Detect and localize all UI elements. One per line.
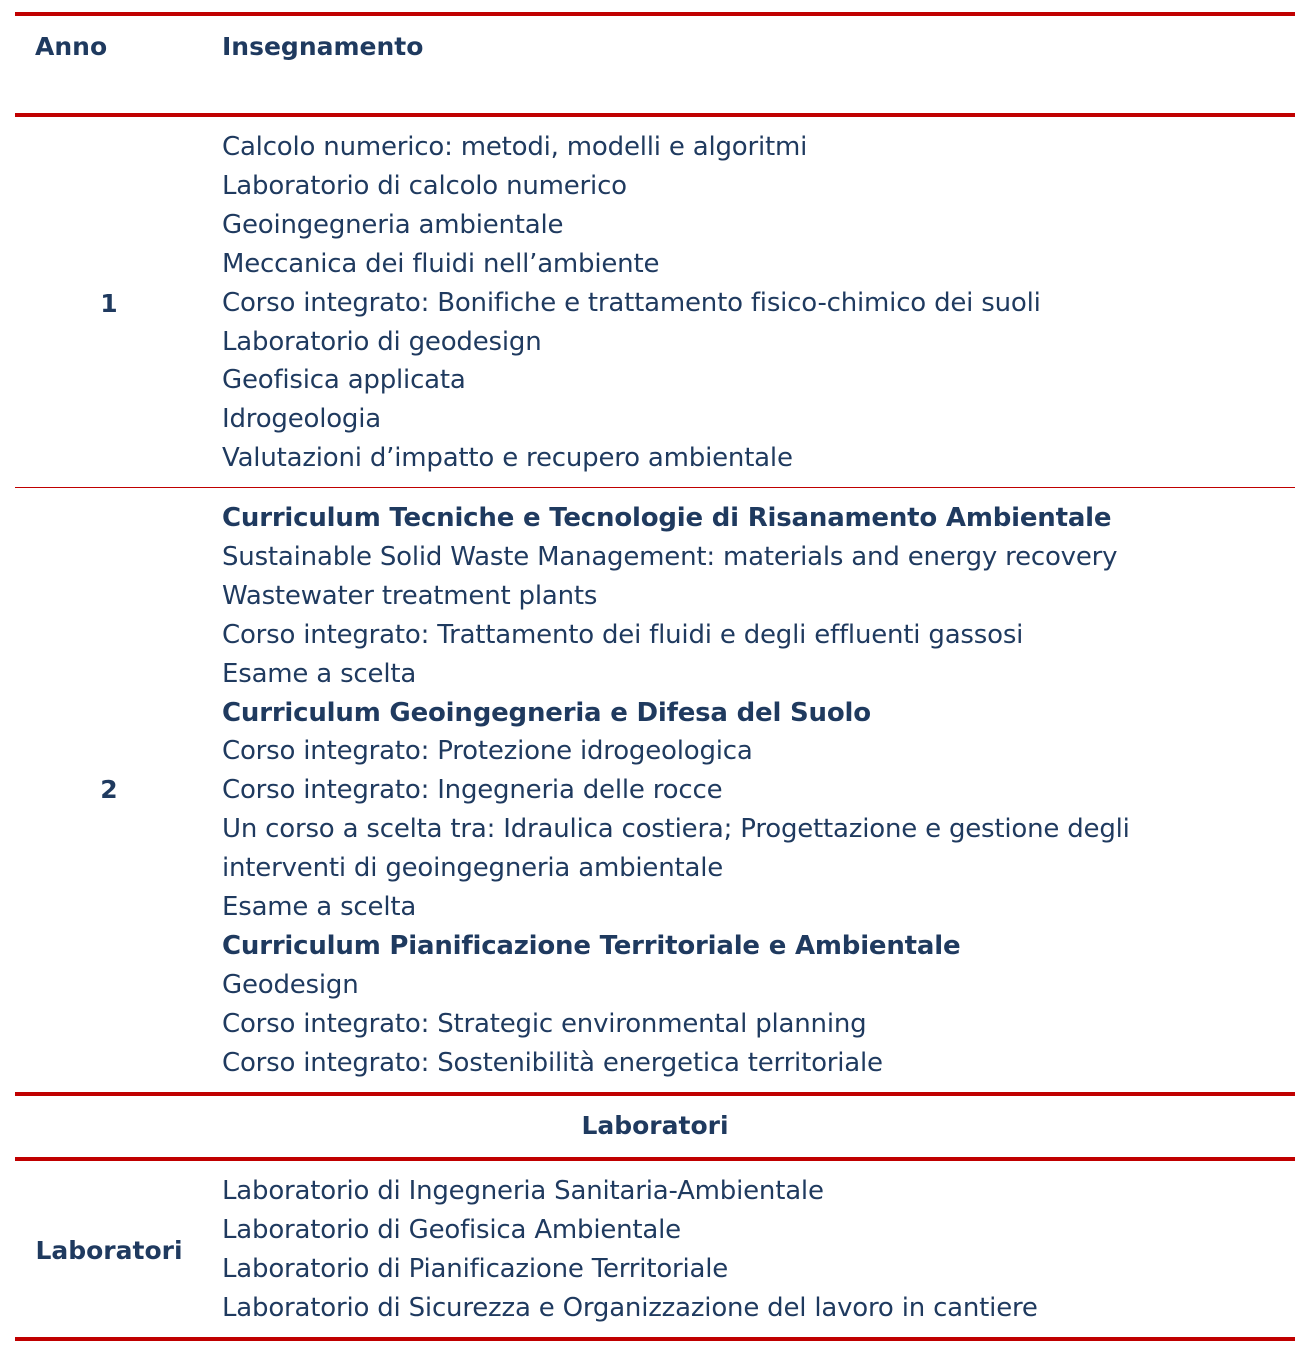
list-item: Corso integrato: Bonifiche e trattamento fisico-chimico dei suoli: [222, 287, 1041, 318]
list-item: Corso integrato: Trattamento dei fluidi e degli effluenti gassosi: [222, 619, 1024, 650]
labs-row-label: Laboratori: [35, 1236, 183, 1265]
year-1-course-list: [222, 128, 1292, 478]
list-item: Laboratorio di Sicurezza e Organizzazione del lavoro in cantiere: [222, 1292, 1038, 1323]
labs-list: [222, 1172, 1292, 1328]
list-item: Geofisica applicata: [222, 365, 466, 396]
labs-section-title-rule: [15, 1157, 1295, 1161]
labs-section-top-rule: [15, 1092, 1295, 1096]
list-item: Un corso a scelta tra: Idraulica costiera; Progettazione e gestione degli interventi di geoingegneria ambientale: [222, 814, 1130, 884]
list-item: Geoingegneria ambientale: [222, 209, 564, 240]
list-item: Wastewater treatment plants: [222, 580, 598, 611]
year-separator-rule: [15, 487, 1295, 488]
list-item: Calcolo numerico: metodi, modelli e algoritmi: [222, 132, 808, 162]
list-item: Corso integrato: Strategic environmental planning: [222, 1008, 867, 1039]
list-item: Esame a scelta: [222, 892, 417, 923]
list-item: Sustainable Solid Waste Management: materials and energy recovery: [222, 541, 1118, 572]
list-item: Laboratorio di calcolo numerico: [222, 170, 627, 201]
list-item: Laboratorio di Pianificazione Territoriale: [222, 1253, 729, 1284]
list-item: Esame a scelta: [222, 658, 417, 689]
list-item: Valutazioni d’impatto e recupero ambientale: [222, 443, 793, 474]
list-item: Laboratorio di Ingegneria Sanitaria-Ambientale: [222, 1176, 824, 1206]
list-item: Idrogeologia: [222, 404, 381, 435]
list-item: Laboratorio di geodesign: [222, 326, 542, 357]
year-2-course-list: [222, 499, 1292, 1083]
header-bottom-rule: [15, 113, 1295, 117]
list-item: Corso integrato: Protezione idrogeologica: [222, 736, 753, 767]
column-header-year: Anno: [35, 32, 108, 61]
table-bottom-rule: [15, 1337, 1295, 1341]
list-item: Corso integrato: Ingegneria delle rocce: [222, 775, 723, 806]
curriculum-title: Curriculum Tecniche e Tecnologie di Risanamento Ambientale: [222, 503, 1112, 533]
column-header-course: Insegnamento: [222, 32, 424, 61]
labs-section-title: Laboratori: [581, 1111, 729, 1140]
table-top-rule: [15, 12, 1295, 16]
curriculum-title: Curriculum Pianificazione Territoriale e Ambientale: [222, 930, 961, 961]
curriculum-title: Curriculum Geoingegneria e Difesa del Suolo: [222, 697, 871, 728]
year-2-label: 2: [100, 775, 118, 804]
list-item: Corso integrato: Sostenibilità energetica territoriale: [222, 1047, 883, 1078]
list-item: Laboratorio di Geofisica Ambientale: [222, 1214, 681, 1245]
list-item: Meccanica dei fluidi nell’ambiente: [222, 248, 660, 279]
year-1-label: 1: [100, 289, 118, 318]
list-item: Geodesign: [222, 969, 359, 1000]
